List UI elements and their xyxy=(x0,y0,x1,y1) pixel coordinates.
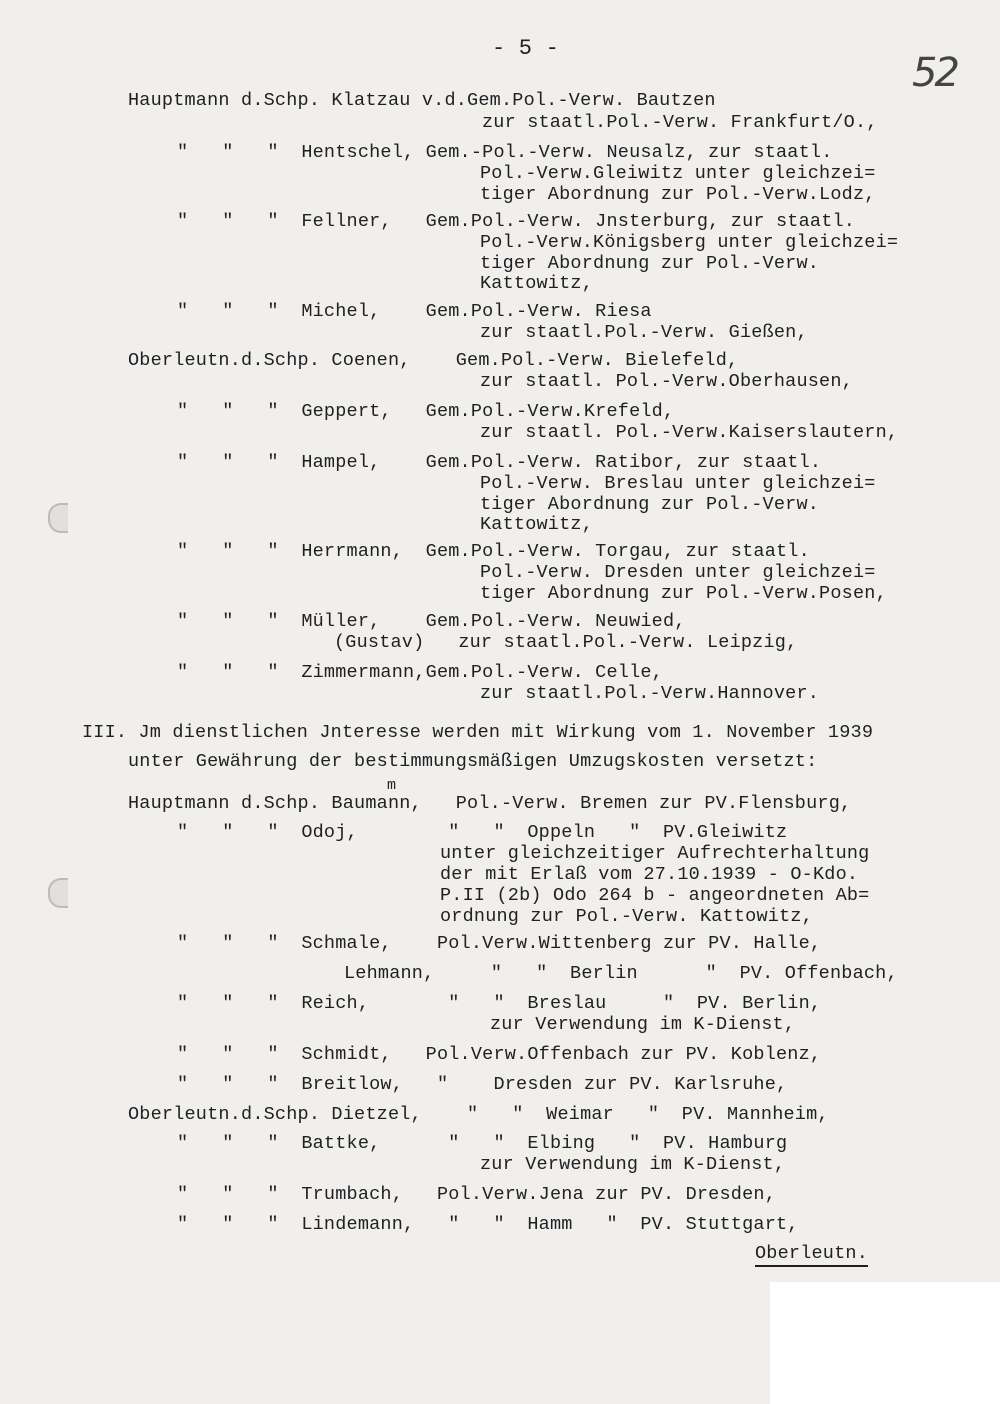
text-line: tiger Abordnung zur Pol.-Verw.Posen, xyxy=(480,583,887,604)
text-line: Pol.-Verw. Breslau unter gleichzei= xyxy=(480,473,876,494)
text-line: zur staatl.Pol.-Verw. Gießen, xyxy=(480,322,808,343)
text-line: " " " Geppert, Gem.Pol.-Verw.Krefeld, xyxy=(177,401,675,422)
text-line: Pol.-Verw.Königsberg unter gleichzei= xyxy=(480,232,899,253)
blank-corner xyxy=(770,1282,1000,1404)
text-line: Oberleutn.d.Schp. Dietzel, " " Weimar " PV. Mannheim, xyxy=(128,1104,829,1125)
text-line: " " " Herrmann, Gem.Pol.-Verw. Torgau, zur staatl. xyxy=(177,541,810,562)
handwritten-correction: m xyxy=(387,777,397,794)
text-line: der mit Erlaß vom 27.10.1939 - O-Kdo. xyxy=(440,864,859,885)
section-heading: III. Jm dienstlichen Jnteresse werden mit Wirkung vom 1. November 1939 xyxy=(82,722,874,743)
text-line: " " " Zimmermann,Gem.Pol.-Verw. Celle, xyxy=(177,662,663,683)
text-line: " " " Schmidt, Pol.Verw.Offenbach zur PV. Koblenz, xyxy=(177,1044,822,1065)
text-line: tiger Abordnung zur Pol.-Verw. xyxy=(480,253,820,274)
text-line: unter Gewährung der bestimmungsmäßigen Umzugskosten versetzt: xyxy=(128,751,818,772)
text-line: " " " Michel, Gem.Pol.-Verw. Riesa xyxy=(177,301,652,322)
text-line: zur Verwendung im K-Dienst, xyxy=(480,1154,786,1175)
text-line: Lehmann, " " Berlin " PV. Offenbach, xyxy=(344,963,898,984)
text-line: Oberleutn.d.Schp. Coenen, Gem.Pol.-Verw. Bielefeld, xyxy=(128,350,739,371)
text-line: " " " Müller, Gem.Pol.-Verw. Neuwied, xyxy=(177,611,686,632)
text-line: Hauptmann d.Schp. Baumann, Pol.-Verw. Bremen zur PV.Flensburg, xyxy=(128,793,852,814)
text-line: " " " Odoj, " " Oppeln " PV.Gleiwitz xyxy=(177,822,788,843)
text-line: " " " Breitlow, " Dresden zur PV. Karlsruhe, xyxy=(177,1074,788,1095)
text-line: " " " Fellner, Gem.Pol.-Verw. Jnsterburg, zur staatl. xyxy=(177,211,856,232)
page-number: - 5 - xyxy=(492,36,560,61)
text-line: ordnung zur Pol.-Verw. Kattowitz, xyxy=(440,906,813,927)
text-line: Hauptmann d.Schp. Klatzau v.d.Gem.Pol.-Verw. Bautzen xyxy=(128,90,716,111)
punch-hole xyxy=(48,503,68,533)
text-line: Pol.-Verw.Gleiwitz unter gleichzei= xyxy=(480,163,876,184)
text-line: " " " Battke, " " Elbing " PV. Hamburg xyxy=(177,1133,788,1154)
text-line: Kattowitz, xyxy=(480,514,594,535)
text-line: " " " Lindemann, " " Hamm " PV. Stuttgart, xyxy=(177,1214,799,1235)
text-line: " " " Trumbach, Pol.Verw.Jena zur PV. Dresden, xyxy=(177,1184,776,1205)
text-line: Pol.-Verw. Dresden unter gleichzei= xyxy=(480,562,876,583)
text-line: zur staatl.Pol.-Verw. Frankfurt/O., xyxy=(482,112,878,133)
text-line: (Gustav) zur staatl.Pol.-Verw. Leipzig, xyxy=(334,632,798,653)
text-line: unter gleichzeitiger Aufrechterhaltung xyxy=(440,843,870,864)
text-line: " " " Reich, " " Breslau " PV. Berlin, xyxy=(177,993,822,1014)
text-line: Kattowitz, xyxy=(480,273,594,294)
signature-rank: Oberleutn. xyxy=(755,1243,868,1267)
punch-hole xyxy=(48,878,68,908)
handwritten-folio-number: 52 xyxy=(912,50,957,96)
text-line: zur staatl.Pol.-Verw.Hannover. xyxy=(480,683,820,704)
text-line: tiger Abordnung zur Pol.-Verw.Lodz, xyxy=(480,184,876,205)
text-line: " " " Hampel, Gem.Pol.-Verw. Ratibor, zur staatl. xyxy=(177,452,822,473)
text-line: zur staatl. Pol.-Verw.Kaiserslautern, xyxy=(480,422,899,443)
text-line: " " " Hentschel, Gem.-Pol.-Verw. Neusalz, zur staatl. xyxy=(177,142,833,163)
text-line: zur staatl. Pol.-Verw.Oberhausen, xyxy=(480,371,853,392)
text-line: tiger Abordnung zur Pol.-Verw. xyxy=(480,494,820,515)
text-line: " " " Schmale, Pol.Verw.Wittenberg zur PV. Halle, xyxy=(177,933,822,954)
text-line: zur Verwendung im K-Dienst, xyxy=(490,1014,796,1035)
text-line: P.II (2b) Odo 264 b - angeordneten Ab= xyxy=(440,885,870,906)
